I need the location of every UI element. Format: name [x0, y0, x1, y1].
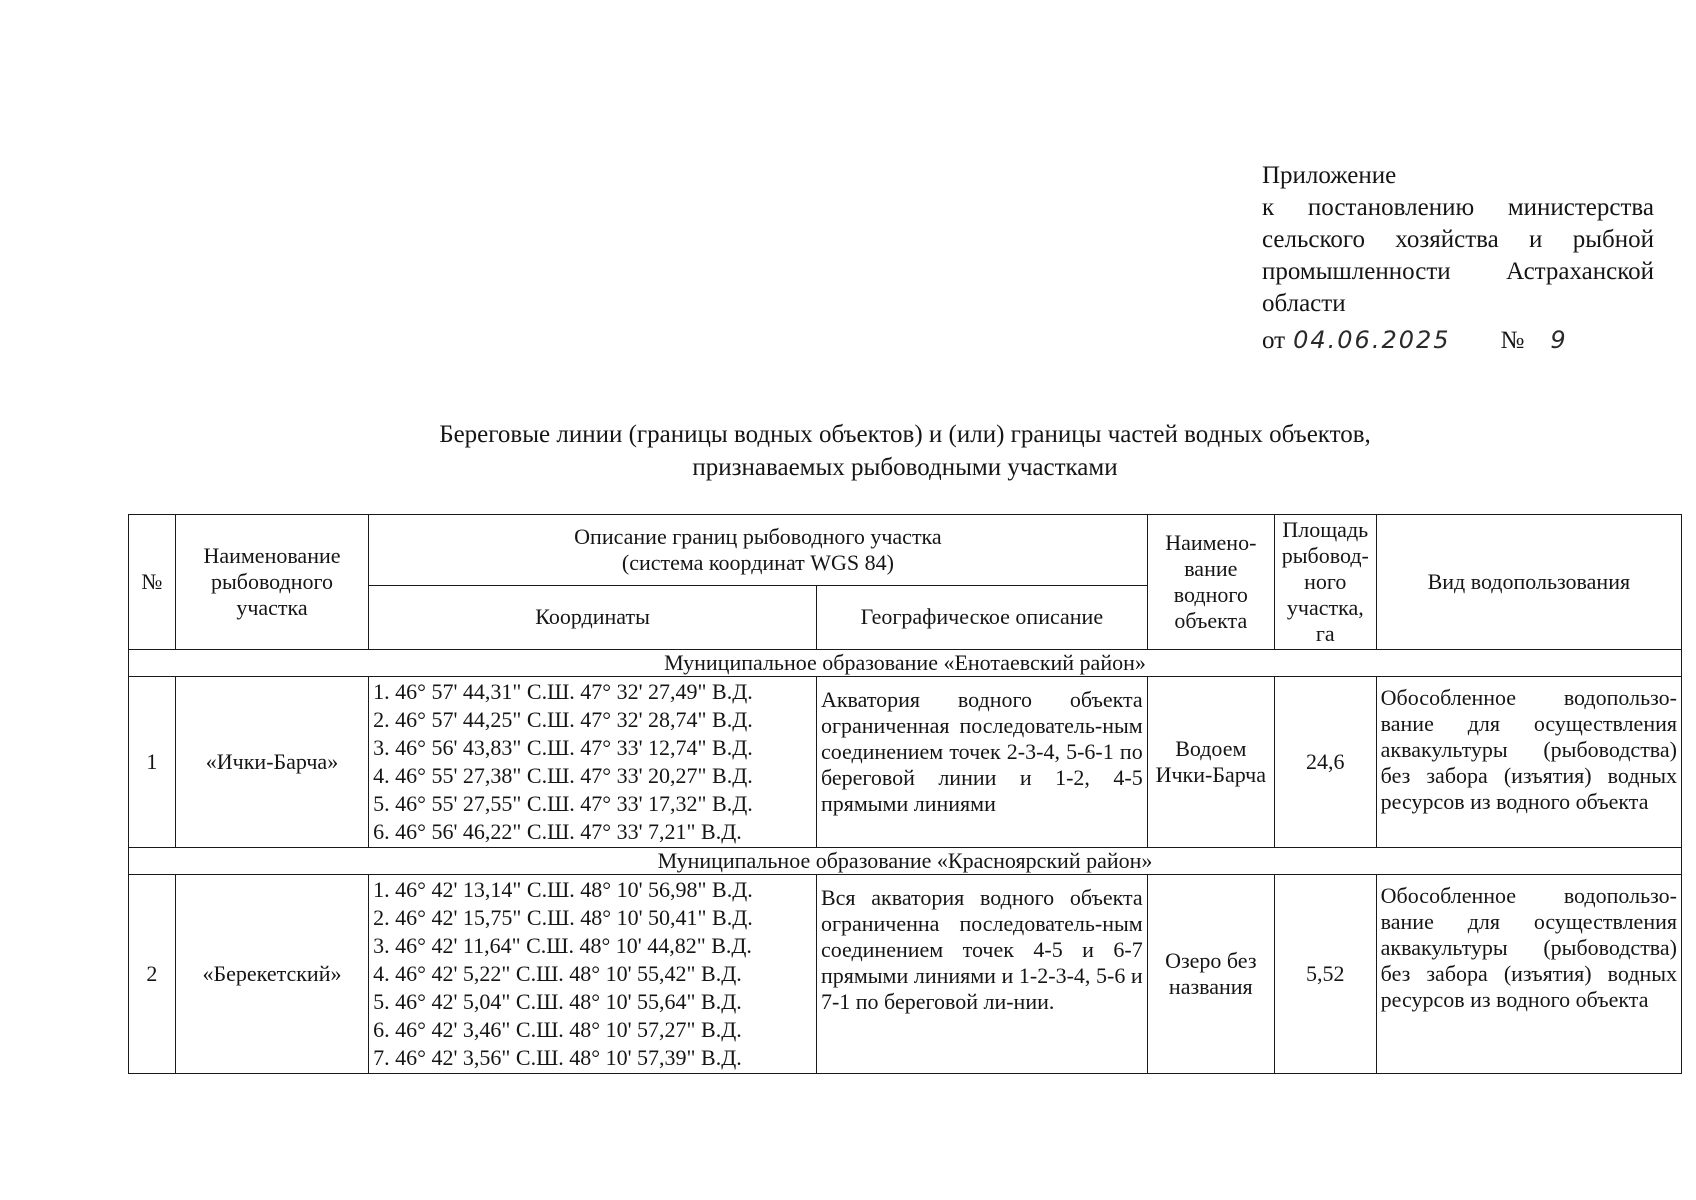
geo-description: Вся акватория водного объекта ограниченна последователь-ным соединением точек 4-5 и 6-7 прямыми линиями и 1-2-3-4, 5-6 и 7-1 по береговой ли-нии. [816, 875, 1147, 1074]
handwritten-number: 9 [1550, 326, 1568, 354]
header-area: Площадь рыбовод-ного участка, га [1274, 515, 1376, 650]
header-use: Вид водопользования [1376, 515, 1681, 650]
header-description-title: Описание границ рыбоводного участка [574, 523, 942, 549]
coordinate-line: 6. 46° 42' 3,46" С.Ш. 48° 10' 57,27" В.Д. [373, 1017, 742, 1042]
date-number-line [1262, 324, 1654, 357]
coordinate-line: 6. 46° 56' 46,22" С.Ш. 47° 33' 7,21" В.Д. [373, 819, 742, 844]
title-line-2: признаваемых рыбоводными участками [692, 454, 1118, 481]
coordinate-line: 5. 46° 42' 5,04" С.Ш. 48° 10' 55,64" В.Д. [373, 989, 742, 1014]
coordinate-line: 5. 46° 55' 27,55" С.Ш. 47° 33' 17,32" В.Д. [373, 791, 753, 816]
plot-area: 24,6 [1274, 677, 1376, 848]
header-description-sub: (система координат WGS 84) [621, 549, 894, 575]
water-object-name: Водоем Ички-Барча [1147, 677, 1274, 848]
appendix-line-5: области [1262, 290, 1346, 317]
section-title-1: Муниципальное образование «Енотаевский район» [129, 650, 1682, 677]
header-geo: Географическое описание [816, 585, 1147, 649]
appendix-block [1262, 160, 1654, 357]
coordinate-line: 4. 46° 55' 27,38" С.Ш. 47° 33' 20,27" В.Д. [373, 763, 753, 788]
water-object-name: Озеро без названия [1147, 875, 1274, 1074]
coordinates-cell [369, 875, 817, 1074]
table-row [129, 677, 1682, 848]
plot-area: 5,52 [1274, 875, 1376, 1074]
coordinate-line: 1. 46° 57' 44,31" С.Ш. 47° 32' 27,49" В.Д. [373, 679, 753, 704]
row-number: 1 [129, 677, 176, 848]
coordinate-line: 4. 46° 42' 5,22" С.Ш. 48° 10' 55,42" В.Д. [373, 961, 742, 986]
title-line-1: Береговые линии (границы водных объектов) и (или) границы частей водных объектов, [439, 421, 1371, 448]
coordinate-line: 3. 46° 56' 43,83" С.Ш. 47° 33' 12,74" В.Д. [373, 735, 753, 760]
document-title [360, 418, 1450, 484]
coordinate-line: 2. 46° 42' 15,75" С.Ш. 48° 10' 50,41" В.Д. [373, 905, 753, 930]
handwritten-date: 04.06.2025 [1293, 326, 1451, 354]
header-description [369, 515, 1148, 586]
plot-name: «Берекетский» [175, 875, 368, 1074]
coordinate-line: 2. 46° 57' 44,25" С.Ш. 47° 32' 28,74" В.Д. [373, 707, 753, 732]
number-label: № [1500, 327, 1525, 354]
coordinates-cell [369, 677, 817, 848]
water-use-type: Обособленное водопользо-вание для осуществления аквакультуры (рыбоводства) без забора (изъятия) водных ресурсов из водного объекта [1376, 677, 1681, 848]
geo-description: Акватория водного объекта ограниченная последователь-ным соединением точек 2-3-4, 5-6-1 по береговой линии и 1-2, 4-5 прямыми линиями [816, 677, 1147, 848]
coordinate-line: 3. 46° 42' 11,64" С.Ш. 48° 10' 44,82" В.Д. [373, 933, 752, 958]
appendix-heading: Приложение [1262, 162, 1397, 189]
header-no: № [129, 515, 176, 650]
table-row [129, 875, 1682, 1074]
appendix-line-2: к постановлению министерства [1262, 194, 1654, 221]
fish-plots-table [128, 514, 1682, 1074]
appendix-line-3: сельского хозяйства и рыбной [1262, 226, 1654, 253]
coordinate-line: 7. 46° 42' 3,56" С.Ш. 48° 10' 57,39" В.Д. [373, 1045, 742, 1070]
header-coords: Координаты [369, 585, 817, 649]
section-title-2: Муниципальное образование «Красноярский район» [129, 848, 1682, 875]
row-number: 2 [129, 875, 176, 1074]
header-name: Наименование рыбоводного участка [175, 515, 368, 650]
date-prefix: от [1262, 327, 1286, 354]
water-use-type: Обособленное водопользо-вание для осуществления аквакультуры (рыбоводства) без забора (изъятия) водных ресурсов из водного объекта [1376, 875, 1681, 1074]
plot-name: «Ички-Барча» [175, 677, 368, 848]
header-water-object: Наимено-вание водного объекта [1147, 515, 1274, 650]
appendix-line-4: промышленности Астраханской [1262, 258, 1654, 285]
coordinate-line: 1. 46° 42' 13,14" С.Ш. 48° 10' 56,98" В.Д. [373, 877, 753, 902]
